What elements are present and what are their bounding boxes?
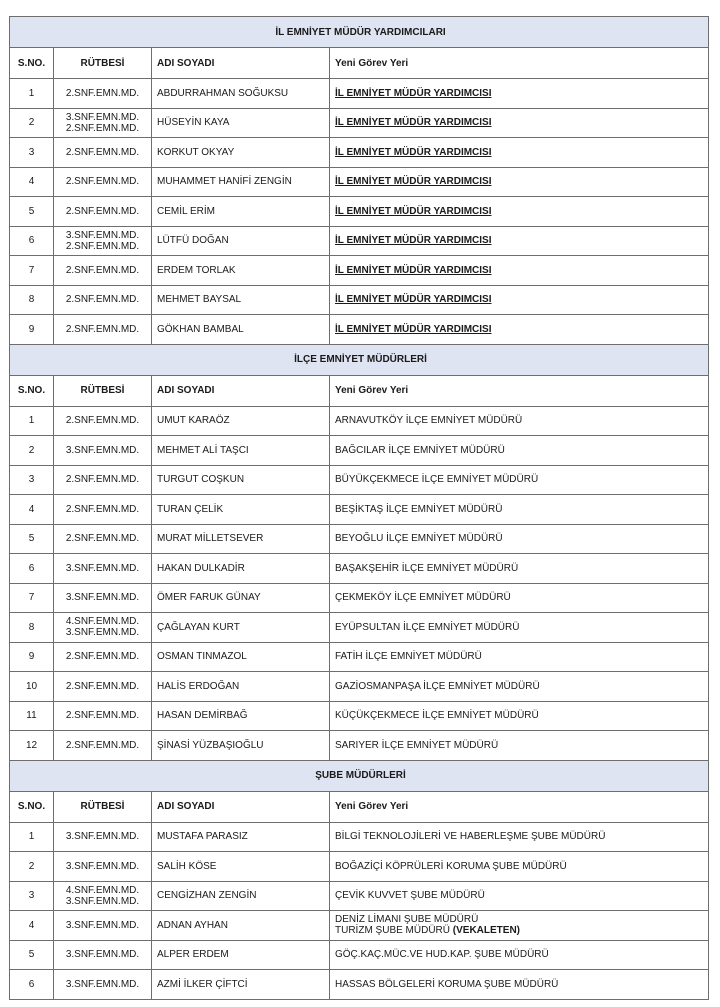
column-header-no: S.NO. xyxy=(10,375,54,406)
rank-line: 2.SNF.EMN.MD. xyxy=(65,415,140,427)
rank-cell xyxy=(54,315,152,345)
row-number: 7 xyxy=(10,256,54,286)
new-post-text: İL EMNİYET MÜDÜR YARDIMCISI xyxy=(335,294,492,306)
column-header-name: ADI SOYADI xyxy=(152,48,330,79)
new-post-text: İL EMNİYET MÜDÜR YARDIMCISI xyxy=(335,205,492,217)
new-post-text: ÇEKMEKÖY İLÇE EMNİYET MÜDÜRÜ xyxy=(335,592,511,604)
rank-cell xyxy=(54,79,152,109)
new-post-cell xyxy=(330,524,709,554)
new-post-text: BEŞİKTAŞ İLÇE EMNİYET MÜDÜRÜ xyxy=(335,503,503,515)
new-post-cell xyxy=(330,554,709,584)
table-row xyxy=(10,495,709,525)
table-row xyxy=(10,436,709,466)
rank-line: 2.SNF.EMN.MD. xyxy=(65,323,140,335)
person-name: ŞİNASİ YÜZBAŞIOĞLU xyxy=(152,731,330,761)
rank-line: 3.SNF.EMN.MD. xyxy=(65,949,140,961)
new-post-cell xyxy=(330,881,709,911)
new-post-text: ARNAVUTKÖY İLÇE EMNİYET MÜDÜRÜ xyxy=(335,415,523,427)
rank-line: 3.SNF.EMN.MD. xyxy=(65,895,140,907)
new-post-cell xyxy=(330,138,709,168)
rank-line: 3.SNF.EMN.MD. xyxy=(65,919,140,931)
table-row xyxy=(10,167,709,197)
new-post-line xyxy=(335,117,706,128)
table-row xyxy=(10,583,709,613)
new-post-line xyxy=(335,592,706,603)
rank-cell xyxy=(54,138,152,168)
row-number: 3 xyxy=(10,465,54,495)
row-number: 1 xyxy=(10,79,54,109)
person-name: TURGUT COŞKUN xyxy=(152,465,330,495)
row-number: 6 xyxy=(10,970,54,1000)
new-post-cell xyxy=(330,315,709,345)
row-number: 11 xyxy=(10,701,54,731)
new-post-text: BÜYÜKÇEKMECE İLÇE EMNİYET MÜDÜRÜ xyxy=(335,474,539,486)
rank-line: 2.SNF.EMN.MD. xyxy=(65,146,140,158)
appointment-table xyxy=(9,16,709,1000)
table-row xyxy=(10,285,709,315)
rank-cell xyxy=(54,701,152,731)
rank-cell xyxy=(54,167,152,197)
rank-cell xyxy=(54,672,152,702)
new-post-cell xyxy=(330,911,709,941)
new-post-text: İL EMNİYET MÜDÜR YARDIMCISI xyxy=(335,235,492,247)
rank-cell xyxy=(54,940,152,970)
table-row xyxy=(10,881,709,911)
rank-line: 3.SNF.EMN.MD. xyxy=(65,444,140,456)
row-number: 5 xyxy=(10,197,54,227)
new-post-text: TURİZM ŞUBE MÜDÜRÜ xyxy=(335,925,450,937)
rank-line: 2.SNF.EMN.MD. xyxy=(65,122,140,134)
rank-line: 2.SNF.EMN.MD. xyxy=(65,240,140,252)
new-post-line xyxy=(335,533,706,544)
new-post-line xyxy=(335,681,706,692)
new-post-cell xyxy=(330,495,709,525)
new-post-cell xyxy=(330,970,709,1000)
new-post-text: BAŞAKŞEHİR İLÇE EMNİYET MÜDÜRÜ xyxy=(335,562,519,574)
new-post-cell xyxy=(330,583,709,613)
row-number: 5 xyxy=(10,940,54,970)
new-post-line xyxy=(335,265,706,276)
row-number: 4 xyxy=(10,911,54,941)
rank-cell xyxy=(54,822,152,852)
rank-cell xyxy=(54,465,152,495)
table-row xyxy=(10,465,709,495)
rank-line: 2.SNF.EMN.MD. xyxy=(65,474,140,486)
table-row xyxy=(10,138,709,168)
new-post-cell xyxy=(330,701,709,731)
table-row xyxy=(10,613,709,643)
rank-cell xyxy=(54,406,152,436)
new-post-line xyxy=(335,88,706,99)
new-post-text: İL EMNİYET MÜDÜR YARDIMCISI xyxy=(335,87,492,99)
new-post-text: FATİH İLÇE EMNİYET MÜDÜRÜ xyxy=(335,651,482,663)
rank-line: 2.SNF.EMN.MD. xyxy=(65,87,140,99)
new-post-text: DENİZ LİMANI ŞUBE MÜDÜRÜ xyxy=(335,914,479,926)
rank-line: 2.SNF.EMN.MD. xyxy=(65,651,140,663)
rank-line: 3.SNF.EMN.MD. xyxy=(65,831,140,843)
rank-line: 2.SNF.EMN.MD. xyxy=(65,176,140,188)
rank-line: 2.SNF.EMN.MD. xyxy=(65,533,140,545)
person-name: ÇAĞLAYAN KURT xyxy=(152,613,330,643)
rank-cell xyxy=(54,852,152,882)
rank-line: 3.SNF.EMN.MD. xyxy=(65,111,140,123)
rank-cell xyxy=(54,970,152,1000)
rank-line: 3.SNF.EMN.MD. xyxy=(65,860,140,872)
new-post-cell xyxy=(330,940,709,970)
column-header-post: Yeni Görev Yeri xyxy=(330,375,709,406)
new-post-cell xyxy=(330,256,709,286)
person-name: UMUT KARAÖZ xyxy=(152,406,330,436)
person-name: MUHAMMET HANİFİ ZENGİN xyxy=(152,167,330,197)
table-row xyxy=(10,524,709,554)
new-post-line xyxy=(335,740,706,751)
table-row xyxy=(10,701,709,731)
new-post-line xyxy=(335,622,706,633)
new-post-cell xyxy=(330,197,709,227)
row-number: 1 xyxy=(10,406,54,436)
new-post-text: BAĞCILAR İLÇE EMNİYET MÜDÜRÜ xyxy=(335,444,505,456)
new-post-line xyxy=(335,831,706,842)
person-name: CENGİZHAN ZENGİN xyxy=(152,881,330,911)
new-post-text: İL EMNİYET MÜDÜR YARDIMCISI xyxy=(335,264,492,276)
column-header-rank: RÜTBESİ xyxy=(54,48,152,79)
person-name: ALPER ERDEM xyxy=(152,940,330,970)
rank-line: 2.SNF.EMN.MD. xyxy=(65,205,140,217)
column-header-row xyxy=(10,791,709,822)
rank-line: 2.SNF.EMN.MD. xyxy=(65,503,140,515)
new-post-line xyxy=(335,979,706,990)
row-number: 9 xyxy=(10,642,54,672)
table-row xyxy=(10,226,709,256)
new-post-line xyxy=(335,445,706,456)
rank-line: 3.SNF.EMN.MD. xyxy=(65,562,140,574)
row-number: 4 xyxy=(10,495,54,525)
section-title-row xyxy=(10,760,709,791)
table-row xyxy=(10,406,709,436)
rank-cell xyxy=(54,436,152,466)
table-row xyxy=(10,731,709,761)
rank-line: 2.SNF.EMN.MD. xyxy=(65,680,140,692)
table-row xyxy=(10,554,709,584)
new-post-cell xyxy=(330,852,709,882)
new-post-text: BOĞAZİÇİ KÖPRÜLERİ KORUMA ŞUBE MÜDÜRÜ xyxy=(335,860,567,872)
row-number: 1 xyxy=(10,822,54,852)
new-post-cell xyxy=(330,79,709,109)
person-name: ADNAN AYHAN xyxy=(152,911,330,941)
new-post-text: BİLGİ TEKNOLOJİLERİ VE HABERLEŞME ŞUBE MÜDÜRÜ xyxy=(335,831,606,843)
new-post-cell xyxy=(330,731,709,761)
rank-cell xyxy=(54,226,152,256)
rank-cell xyxy=(54,583,152,613)
person-name: SALİH KÖSE xyxy=(152,852,330,882)
table-row xyxy=(10,642,709,672)
new-post-line xyxy=(335,474,706,485)
new-post-cell xyxy=(330,436,709,466)
row-number: 8 xyxy=(10,285,54,315)
table-row xyxy=(10,108,709,138)
row-number: 12 xyxy=(10,731,54,761)
rank-cell xyxy=(54,642,152,672)
rank-cell xyxy=(54,256,152,286)
person-name: HÜSEYİN KAYA xyxy=(152,108,330,138)
rank-cell xyxy=(54,554,152,584)
new-post-cell xyxy=(330,406,709,436)
rank-line: 3.SNF.EMN.MD. xyxy=(65,978,140,990)
table-row xyxy=(10,672,709,702)
row-number: 2 xyxy=(10,852,54,882)
column-header-post: Yeni Görev Yeri xyxy=(330,791,709,822)
new-post-line xyxy=(335,235,706,246)
row-number: 4 xyxy=(10,167,54,197)
new-post-line xyxy=(335,415,706,426)
row-number: 9 xyxy=(10,315,54,345)
row-number: 3 xyxy=(10,881,54,911)
new-post-line xyxy=(335,914,706,925)
new-post-text: İL EMNİYET MÜDÜR YARDIMCISI xyxy=(335,117,492,129)
new-post-text: İL EMNİYET MÜDÜR YARDIMCISI xyxy=(335,323,492,335)
table-row xyxy=(10,911,709,941)
rank-cell xyxy=(54,881,152,911)
column-header-name: ADI SOYADI xyxy=(152,791,330,822)
new-post-text: HASSAS BÖLGELERİ KORUMA ŞUBE MÜDÜRÜ xyxy=(335,978,559,990)
rank-line: 3.SNF.EMN.MD. xyxy=(65,592,140,604)
table-row xyxy=(10,256,709,286)
column-header-row xyxy=(10,375,709,406)
person-name: KORKUT OKYAY xyxy=(152,138,330,168)
column-header-rank: RÜTBESİ xyxy=(54,375,152,406)
table-row xyxy=(10,315,709,345)
rank-cell xyxy=(54,731,152,761)
new-post-line xyxy=(335,563,706,574)
person-name: AZMİ İLKER ÇİFTCİ xyxy=(152,970,330,1000)
person-name: ABDURRAHMAN SOĞUKSU xyxy=(152,79,330,109)
new-post-text: İL EMNİYET MÜDÜR YARDIMCISI xyxy=(335,146,492,158)
person-name: MEHMET BAYSAL xyxy=(152,285,330,315)
row-number: 3 xyxy=(10,138,54,168)
rank-line: 2.SNF.EMN.MD. xyxy=(65,710,140,722)
new-post-text: SARIYER İLÇE EMNİYET MÜDÜRÜ xyxy=(335,739,499,751)
rank-line: 2.SNF.EMN.MD. xyxy=(65,264,140,276)
rank-cell xyxy=(54,495,152,525)
person-name: HAKAN DULKADİR xyxy=(152,554,330,584)
new-post-text: EYÜPSULTAN İLÇE EMNİYET MÜDÜRÜ xyxy=(335,621,520,633)
rank-cell xyxy=(54,108,152,138)
row-number: 6 xyxy=(10,226,54,256)
rank-cell xyxy=(54,524,152,554)
new-post-line xyxy=(335,206,706,217)
table-row xyxy=(10,970,709,1000)
rank-line: 4.SNF.EMN.MD. xyxy=(65,884,140,896)
new-post-text: KÜÇÜKÇEKMECE İLÇE EMNİYET MÜDÜRÜ xyxy=(335,710,539,722)
new-post-cell xyxy=(330,167,709,197)
column-header-post: Yeni Görev Yeri xyxy=(330,48,709,79)
row-number: 6 xyxy=(10,554,54,584)
person-name: TURAN ÇELİK xyxy=(152,495,330,525)
new-post-line xyxy=(335,147,706,158)
rank-line: 2.SNF.EMN.MD. xyxy=(65,294,140,306)
person-name: OSMAN TINMAZOL xyxy=(152,642,330,672)
new-post-line xyxy=(335,176,706,187)
row-number: 8 xyxy=(10,613,54,643)
row-number: 10 xyxy=(10,672,54,702)
table-row xyxy=(10,79,709,109)
new-post-cell xyxy=(330,226,709,256)
acting-note: (VEKALETEN) xyxy=(452,925,521,937)
section-title: İLÇE EMNİYET MÜDÜRLERİ xyxy=(10,344,709,375)
rank-line: 3.SNF.EMN.MD. xyxy=(65,229,140,241)
table-row xyxy=(10,940,709,970)
new-post-text: GAZİOSMANPAŞA İLÇE EMNİYET MÜDÜRÜ xyxy=(335,680,540,692)
new-post-cell xyxy=(330,108,709,138)
rank-line: 3.SNF.EMN.MD. xyxy=(65,627,140,639)
new-post-text: BEYOĞLU İLÇE EMNİYET MÜDÜRÜ xyxy=(335,533,503,545)
rank-cell xyxy=(54,613,152,643)
row-number: 2 xyxy=(10,108,54,138)
new-post-cell xyxy=(330,642,709,672)
new-post-line xyxy=(335,925,706,936)
person-name: ÖMER FARUK GÜNAY xyxy=(152,583,330,613)
rank-cell xyxy=(54,285,152,315)
new-post-text: ÇEVİK KUVVET ŞUBE MÜDÜRÜ xyxy=(335,890,485,902)
new-post-cell xyxy=(330,285,709,315)
rank-cell xyxy=(54,911,152,941)
column-header-row xyxy=(10,48,709,79)
new-post-line xyxy=(335,504,706,515)
person-name: MURAT MİLLETSEVER xyxy=(152,524,330,554)
new-post-line xyxy=(335,710,706,721)
column-header-no: S.NO. xyxy=(10,48,54,79)
rank-line: 4.SNF.EMN.MD. xyxy=(65,616,140,628)
new-post-line xyxy=(335,324,706,335)
section-title: İL EMNİYET MÜDÜR YARDIMCILARI xyxy=(10,17,709,48)
column-header-no: S.NO. xyxy=(10,791,54,822)
new-post-cell xyxy=(330,465,709,495)
new-post-cell xyxy=(330,613,709,643)
table-row xyxy=(10,197,709,227)
new-post-line xyxy=(335,861,706,872)
new-post-text: GÖÇ.KAÇ.MÜC.VE HUD.KAP. ŞUBE MÜDÜRÜ xyxy=(335,949,549,961)
person-name: MEHMET ALİ TAŞCI xyxy=(152,436,330,466)
section-title: ŞUBE MÜDÜRLERİ xyxy=(10,760,709,791)
row-number: 2 xyxy=(10,436,54,466)
table-row xyxy=(10,822,709,852)
rank-cell xyxy=(54,197,152,227)
column-header-name: ADI SOYADI xyxy=(152,375,330,406)
new-post-cell xyxy=(330,672,709,702)
new-post-cell xyxy=(330,822,709,852)
new-post-text: İL EMNİYET MÜDÜR YARDIMCISI xyxy=(335,176,492,188)
column-header-rank: RÜTBESİ xyxy=(54,791,152,822)
person-name: HASAN DEMİRBAĞ xyxy=(152,701,330,731)
person-name: MUSTAFA PARASIZ xyxy=(152,822,330,852)
person-name: GÖKHAN BAMBAL xyxy=(152,315,330,345)
person-name: HALİS ERDOĞAN xyxy=(152,672,330,702)
new-post-line xyxy=(335,949,706,960)
person-name: LÜTFÜ DOĞAN xyxy=(152,226,330,256)
new-post-line xyxy=(335,651,706,662)
table-row xyxy=(10,852,709,882)
new-post-line xyxy=(335,294,706,305)
section-title-row xyxy=(10,17,709,48)
appointment-table-body xyxy=(10,17,709,1000)
person-name: ERDEM TORLAK xyxy=(152,256,330,286)
row-number: 5 xyxy=(10,524,54,554)
section-title-row xyxy=(10,344,709,375)
appointment-list-sheet xyxy=(9,16,708,1000)
row-number: 7 xyxy=(10,583,54,613)
person-name: CEMİL ERİM xyxy=(152,197,330,227)
rank-line: 2.SNF.EMN.MD. xyxy=(65,739,140,751)
new-post-line xyxy=(335,890,706,901)
